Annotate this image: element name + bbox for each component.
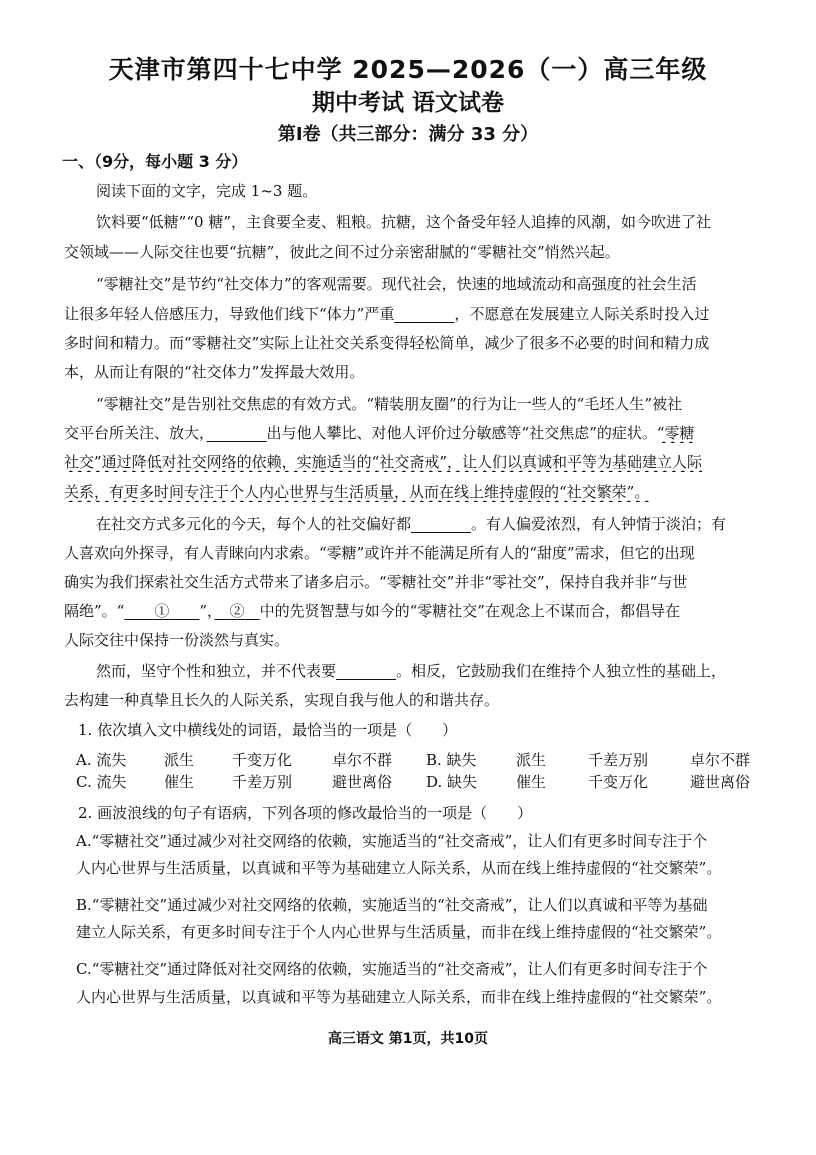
q2-option-a-cont: 人内心世界与生活质量，以真诚和平等为基础建立人际关系，从而在线上维持虚假的“社交繁荣”。: [76, 859, 722, 877]
passage-line: [64, 423, 794, 443]
passage-line: 人际交往中保持一份淡然与真实。: [64, 631, 290, 649]
q1-option-b-word1: B. 缺失: [426, 751, 477, 769]
q1-option-a-word3: 千变万化: [232, 751, 293, 769]
passage-line: [64, 304, 794, 324]
passage-text: 。相反，它鼓励我们在维持个人独立性的基础上，: [396, 662, 727, 680]
passage-line: [96, 514, 794, 534]
passage-line: 确实为我们探索社交生活方式带来了诸多启示。“零糖社交”并非“零社交”，保持自我并非“与世: [64, 573, 688, 591]
passage-line: [64, 482, 794, 502]
passage-text: 在社交方式多元化的今天，每个人的社交偏好都: [96, 515, 412, 533]
wavy-sentence: 关系，有更多时间专注于个人内心世界与生活质量，从而在线上维持虚假的“社交繁荣”。: [64, 483, 650, 501]
passage-line: [64, 452, 794, 472]
passage-line: “零糖社交”是告别社交焦虑的有效方式。“精装朋友圈”的行为让一些人的“毛坯人生”被社: [96, 395, 683, 413]
passage-text: 出与他人攀比、对他人评价过分敏感等“社交焦虑”的症状。: [266, 424, 657, 442]
section-heading: 一、（9分，每小题 3 分）: [62, 152, 248, 171]
passage-line: 去构建一种真挚且长久的人际关系，实现自我与他人的和谐共存。: [64, 691, 500, 709]
passage-text: 然而，坚守个性和独立，并不代表要: [96, 662, 337, 680]
blank-circle-2: ②: [229, 602, 245, 620]
passage-line: [64, 601, 794, 621]
passage-line: 本，从而让有限的“社交体力”发挥最大效用。: [64, 363, 365, 381]
q1-option-a-word4: 卓尔不群: [332, 751, 393, 769]
q2-option-c: C.“零糖社交”通过降低对社交网络的依赖，实施适当的“社交斋戒”，让人们有更多时间专注于个: [76, 960, 708, 978]
q1-option-c-word2: 催生: [164, 773, 195, 791]
passage-text: 让很多年轻人倍感压力，导致他们线下“体力”严重: [64, 305, 395, 323]
q1-option-b-word2: 派生: [516, 751, 547, 769]
q1-option-d-word2: 催生: [516, 773, 547, 791]
passage-line: 饮料要“低糖”“0 糖”，主食要全麦、粗粮。抗糖，这个备受年轻人追捧的风潮，如今吹进了社: [96, 213, 711, 231]
passage-line: [96, 661, 794, 681]
blank-circle-1: ①: [154, 602, 170, 620]
q1-option-a-word1: A. 流失: [76, 751, 127, 769]
passage-text: ”，: [199, 602, 215, 620]
question-2-stem: 2. 画波浪线的句子有语病，下列各项的修改最恰当的一项是（ ）: [78, 804, 533, 822]
exam-subtitle: 期中考试 语文试卷: [311, 90, 504, 116]
blank-2: [207, 424, 267, 442]
q1-option-a-word2: 派生: [164, 751, 195, 769]
blank-4: [336, 662, 396, 680]
q1-option-b-word4: 卓尔不群: [690, 751, 751, 769]
passage-text: 交平台所关注、放大，: [64, 424, 207, 442]
passage-line: “零糖社交”是节约“社交体力”的客观需要。现代社会，快速的地域流动和高强度的社会生活: [96, 275, 697, 293]
q1-option-d-word3: 千变万化: [588, 773, 649, 791]
instruction: 阅读下面的文字，完成 1~3 题。: [96, 182, 318, 200]
q1-option-c-word1: C. 流失: [76, 773, 127, 791]
passage-line: 交领域——人际交往也要“抗糖”，彼此之间不过分亲密甜腻的“零糖社交”悄然兴起。: [64, 243, 620, 261]
passage-text: 隔绝”。“: [64, 602, 125, 620]
passage-text: 。有人偏爱浓烈，有人钟情于淡泊；有: [471, 515, 727, 533]
passage-text: 中的先贤智慧与如今的“零糖社交”在观念上不谋而合，都倡导在: [259, 602, 680, 620]
q1-option-d-word1: D. 缺失: [426, 773, 478, 791]
wavy-sentence: 社交”通过降低对社交网络的依赖，实施适当的“社交斋戒”，让人们以真诚和平等为基础建立人际: [64, 453, 703, 471]
q1-option-b-word3: 千差万别: [588, 751, 649, 769]
exam-title: 天津市第四十七中学 2025—2026（一）高三年级: [108, 55, 708, 84]
q1-option-c-word4: 避世离俗: [332, 773, 393, 791]
q2-option-c-cont: 人内心世界与生活质量，以真诚和平等为基础建立人际关系，而非在线上维持虚假的“社交繁荣”。: [76, 988, 722, 1006]
passage-line: 多时间和精力。而“零糖社交”实际上让社交关系变得轻松简单，减少了很多不必要的时间和精力成: [64, 334, 710, 352]
page-footer: 高三语文 第1页，共10页: [327, 1031, 489, 1047]
volume-heading: 第Ⅰ卷（共三部分：满分 33 分）: [277, 124, 539, 145]
q2-option-b: B.“零糖社交”通过减少对社交网络的依赖，实施适当的“社交斋戒”，让人们以真诚和平等为基础: [76, 896, 708, 914]
blank-1: [394, 305, 454, 323]
q1-option-c-word3: 千差万别: [232, 773, 293, 791]
question-1-stem: 1. 依次填入文中横线处的词语，最恰当的一项是（ ）: [78, 721, 458, 739]
passage-text: ，不愿意在发展建立人际关系时投入过: [454, 305, 710, 323]
q1-option-d-word4: 避世离俗: [690, 773, 751, 791]
q2-option-b-cont: 建立人际关系，有更多时间专注于个人内心世界与生活质量，而非在线上维持虚假的“社交繁荣”。: [76, 923, 722, 941]
wavy-sentence: “零糖: [656, 424, 695, 442]
passage-line: 人喜欢向外探寻，有人青睐向内求索。“零糖”或许并不能满足所有人的“甜度”需求，但它的出现: [64, 544, 695, 562]
q2-option-a: A.“零糖社交”通过减少对社交网络的依赖，实施适当的“社交斋戒”，让人们有更多时间专注于个: [76, 832, 708, 850]
blank-3: [411, 515, 471, 533]
